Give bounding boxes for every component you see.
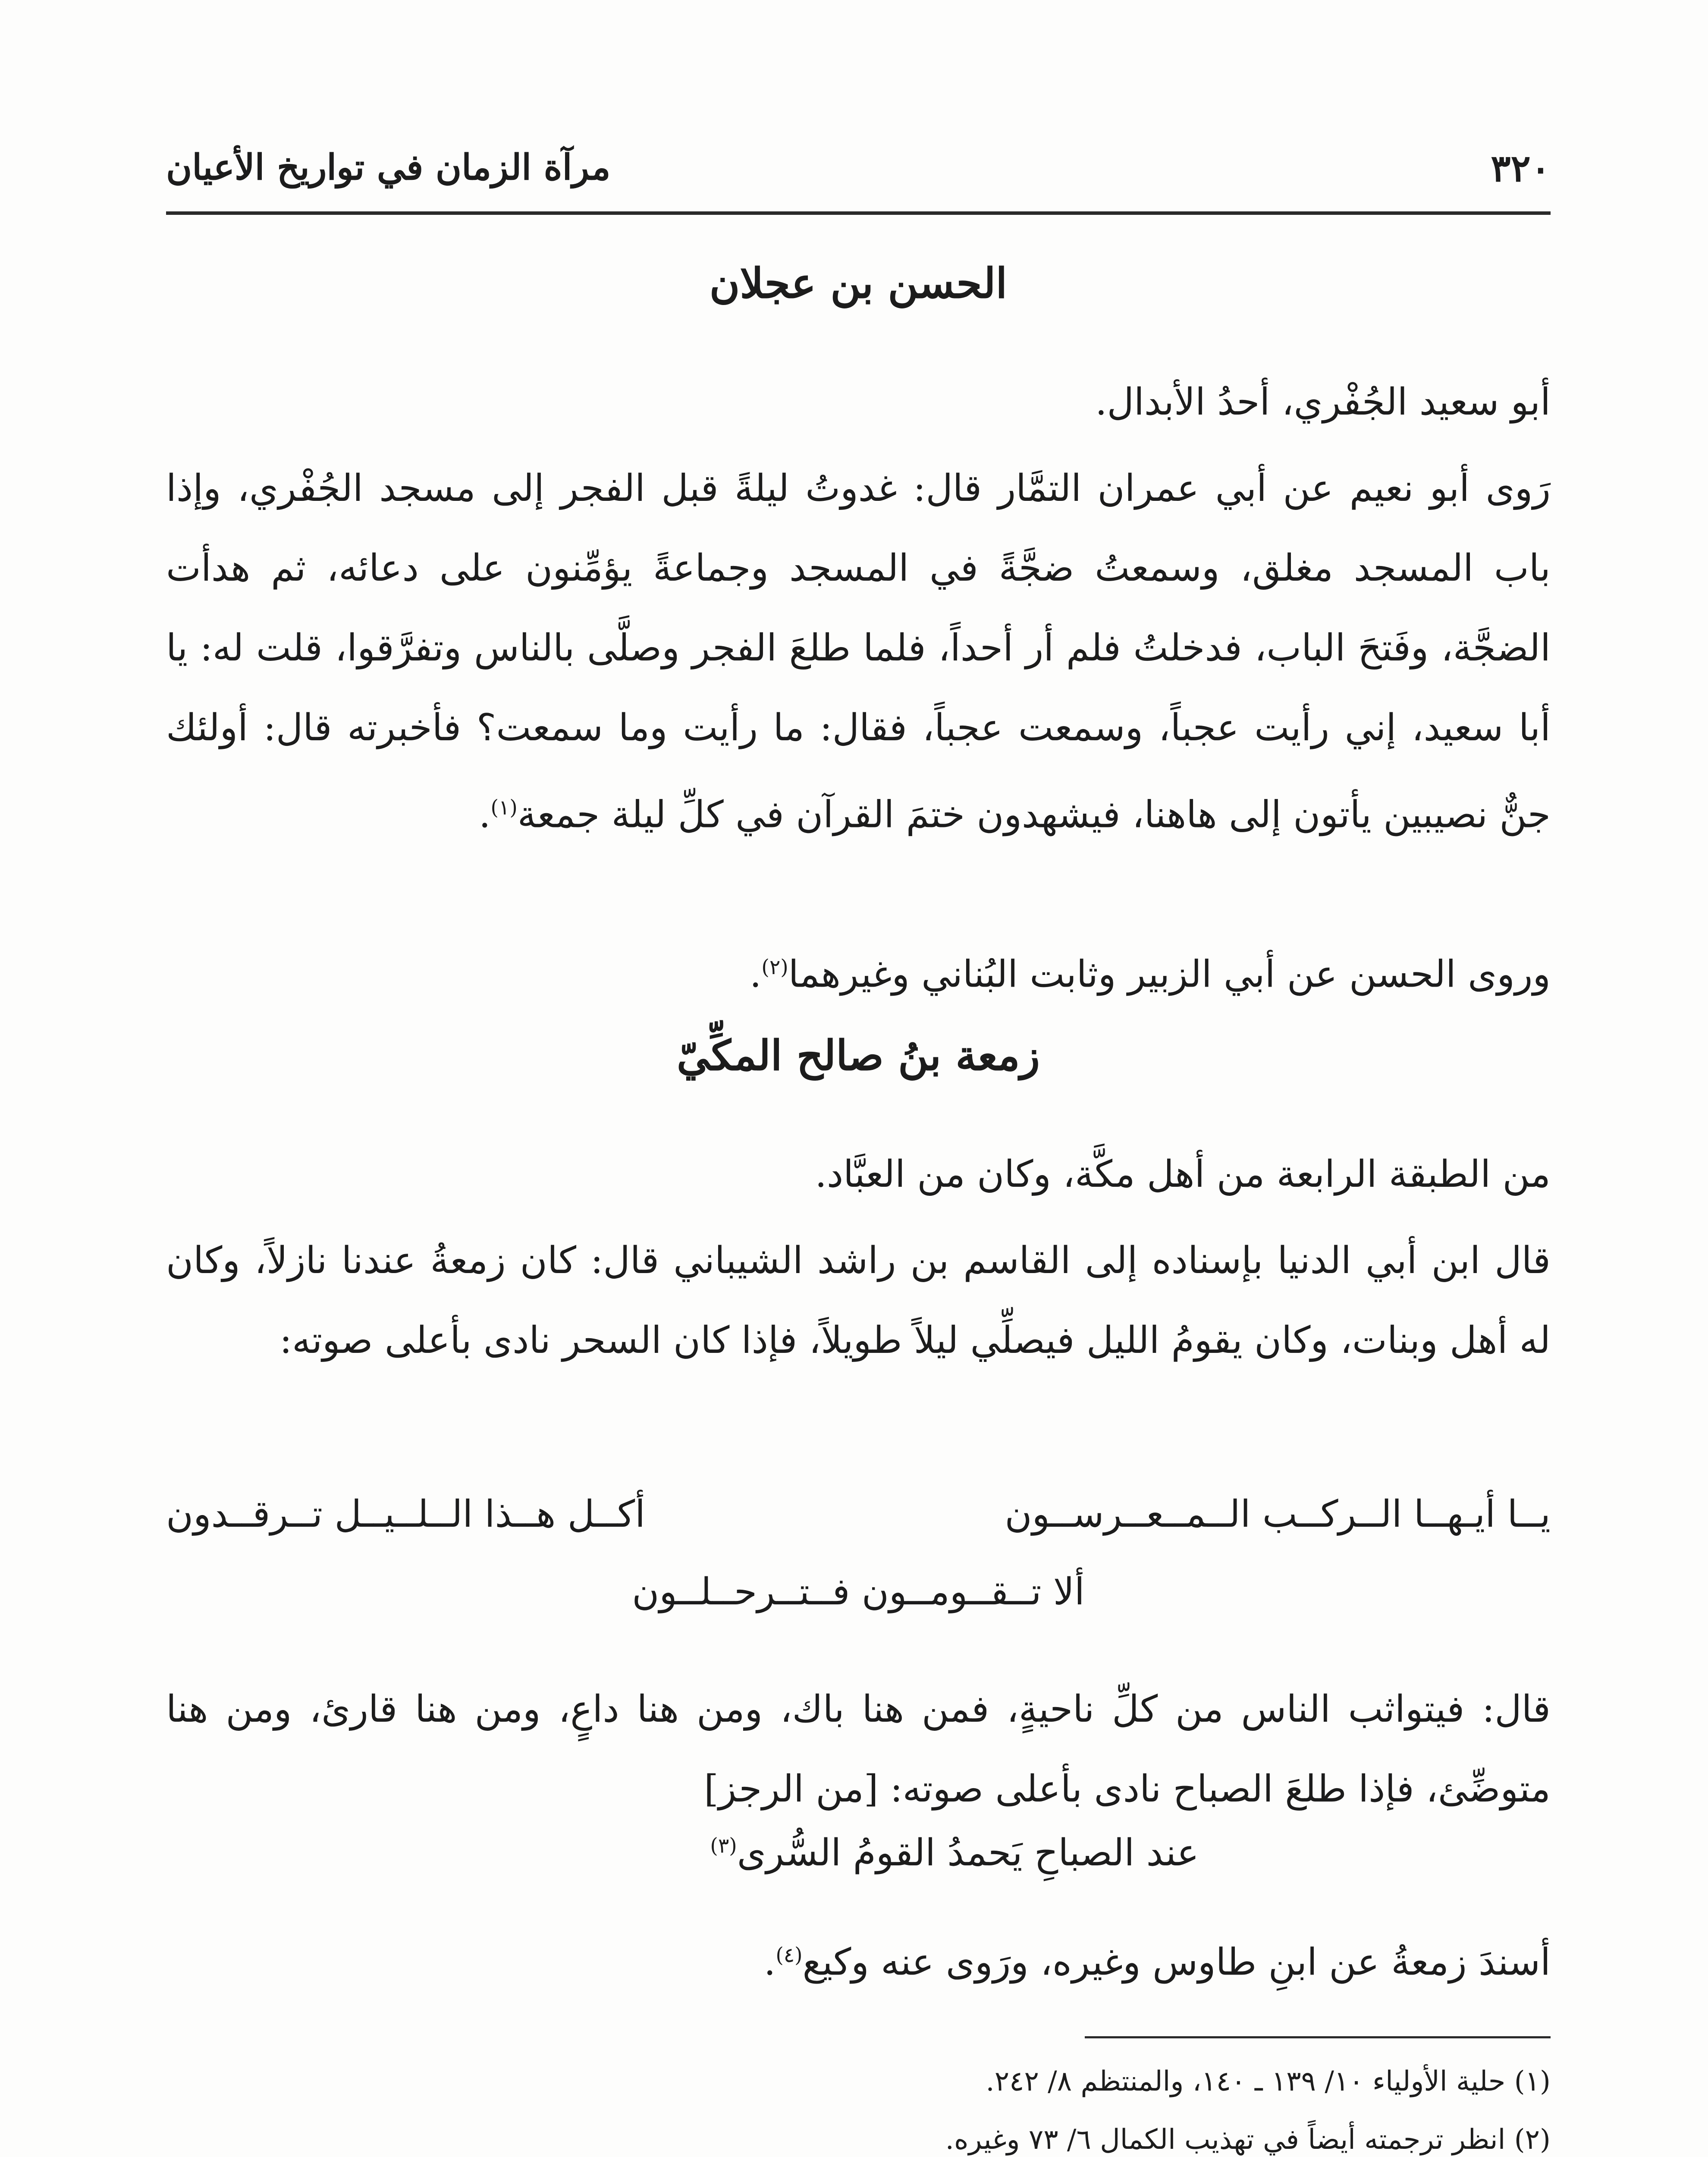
paragraph-narration-text: رَوى أبو نعيم عن أبي عمران التمَّار قال: غدوتُ ليلةً قبل الفجر إلى مسجد الجُفْري، وإذا باب المسجد مغلق، وسمعتُ ضجَّةً في المسجد وجماعةً يؤمِّنون على دعائه، ثم هدأت الضجَّة، وفَتحَ الباب، فدخلتُ فلم أر أحداً، فلما طلعَ الفجر وصلَّى بالناس وتفرَّقوا، قلت له: يا أبا سعيد، إني رأيت عجباً، وسمعت عجباً، فقال: ما رأيت وما سمعت؟ فأخبرته قال: أولئك جنٌّ نصيبين يأتون إلى هاهنا، فيشهدون ختمَ القرآن في كلِّ ليلة جمعة [166, 467, 1551, 836]
footnote-ref-4[interactable]: (٤) [776, 1943, 803, 1967]
paragraph-tawathub: قال: فيتواثب الناس من كلِّ ناحيةٍ، فمن هنا باك، ومن هنا داعٍ، ومن هنا قارئ، ومن هنا متوضِّئ، فإذا طلعَ الصباح نادى بأعلى صوته: [من الرجز] [166, 1688, 1551, 1811]
book-title: مرآة الزمان في تواريخ الأعيان [166, 147, 611, 188]
rajaz-line [710, 1831, 1199, 1874]
page-number: ٣٢٠ [1491, 147, 1551, 190]
paragraph-narration: رَوى أبو نعيم عن أبي عمران التمَّار قال: غدوتُ ليلةً قبل الفجر إلى مسجد الجُفْري، وإذا باب المسجد مغلق، وسمعتُ ضجَّةً في المسجد وجماعةً يؤمِّنون على دعائه، ثم هدأت الضجَّة، وفَتحَ الباب، فدخلتُ فلم أر أحداً، فلما طلعَ الفجر وصلَّى بالناس وتفرَّقوا، قلت له: يا أبا سعيد، إني رأيت عجباً، وسمعت عجباً، فقال: ما رأيت وما سمعت؟ فأخبرته قال: أولئك جنٌّ نصيبين يأتون إلى هاهنا، فيشهدون ختمَ القرآن في كلِّ ليلة جمعة$^{(١)}$. [166, 467, 1551, 836]
paragraph-hasan-sources: وروى الحسن عن أبي الزبير وثابت البُناني وغيرهما$^{(٢)}$. [750, 953, 1551, 996]
verse-line-2: ألا تــقــومــون فــتــرحــلــون [632, 1570, 1085, 1613]
paragraph-hasan-sources-text: وروى الحسن عن أبي الزبير وثابت البُناني وغيرهما [788, 953, 1551, 996]
section-heading-hasan: الحسن بن عجلان [709, 259, 1008, 308]
paragraph-tabaqa: من الطبقة الرابعة من أهل مكَّة، وكان من العبَّاد. [815, 1153, 1551, 1196]
verse-hemistich-second: أكــل هــذا الــلــيــل تــرقــدون [166, 1493, 646, 1536]
footnote-ref-2[interactable]: (٢) [761, 956, 788, 979]
paragraph-isnad-text: أسندَ زمعةُ عن ابنِ طاوس وغيره، ورَوى عنه وكيع [802, 1940, 1551, 1984]
verse-hemistich-first: يــا أيـهــا الــركــب الــمــعــرســون [1005, 1493, 1551, 1536]
footnote-divider [1085, 2036, 1551, 2038]
footnote-2: (٢) انظر ترجمته أيضاً في تهذيب الكمال ٦/ ٧٣ وغيره. [945, 2124, 1551, 2156]
verse-line-1 [166, 1493, 1551, 1553]
footnote-ref-1[interactable]: (١) [490, 796, 518, 820]
running-header [166, 142, 1551, 215]
footnote-ref-3[interactable]: (٣) [710, 1834, 737, 1858]
paragraph-ibn-abi-dunya: قال ابن أبي الدنيا بإسناده إلى القاسم بن راشد الشيباني قال: كان زمعةُ عندنا نازلاً، وكان له أهل وبنات، وكان يقومُ الليل فيصلِّي ليلاً طويلاً، فإذا كان السحر نادى بأعلى صوته: [166, 1239, 1551, 1362]
footnote-1: (١) حلية الأولياء ١٠/ ١٣٩ ـ ١٤٠، والمنتظم ٨/ ٢٤٢. [986, 2066, 1551, 2097]
paragraph-isnad: أسندَ زمعةُ عن ابنِ طاوس وغيره، ورَوى عنه وكيع$^{(٤)}$. [763, 1940, 1551, 1984]
section-heading-zamaa: زمعة بنُ صالح المكِّيّ [676, 1031, 1040, 1080]
paragraph-kunya: أبو سعيد الجُفْري، أحدُ الأبدال. [1095, 380, 1551, 424]
rajaz-text: عند الصباحِ يَحمدُ القومُ السُّرى [737, 1831, 1199, 1874]
